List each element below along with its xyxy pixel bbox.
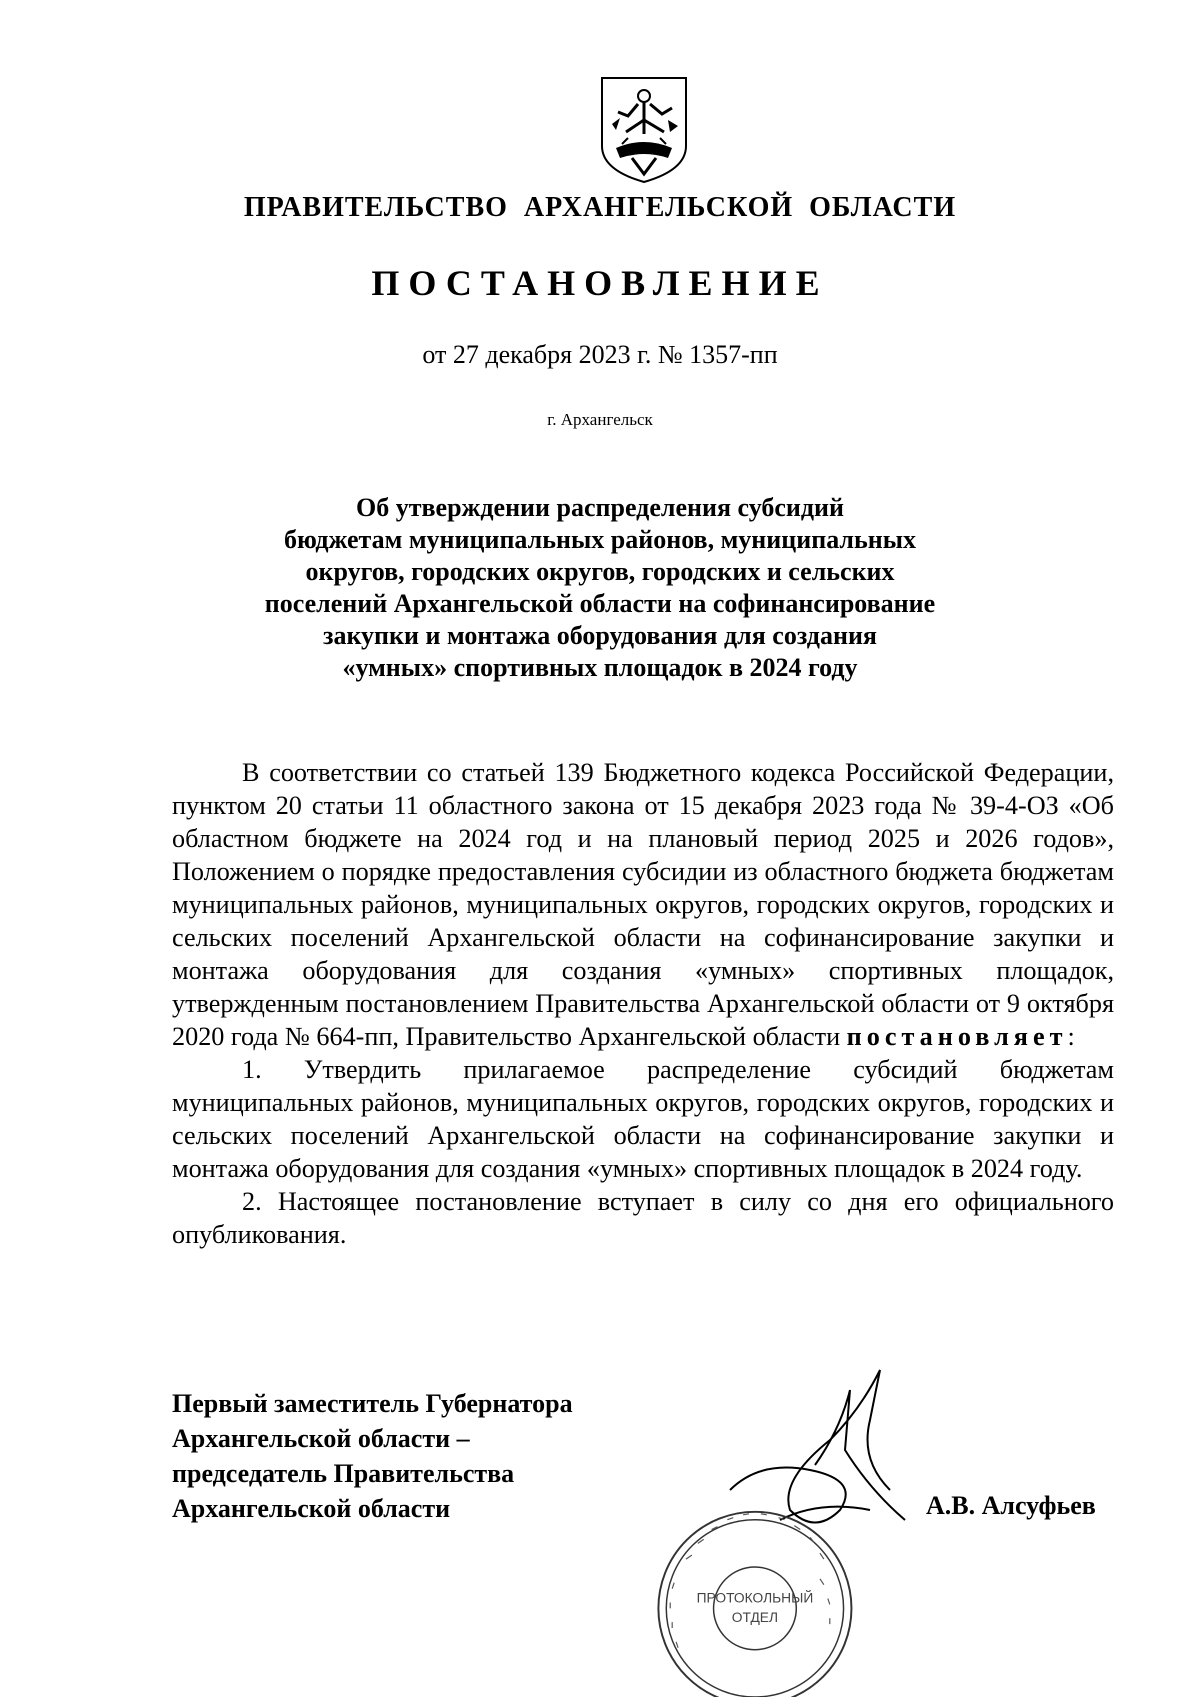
preamble-paragraph — [172, 756, 1114, 1053]
city: г. Архангельск — [547, 410, 653, 429]
item-1: 1. Утвердить прилагаемое распределение субсидий бюджетам муниципальных районов, муниципальных округов, городских округов, городских и сельских поселений Архангельской области на софинансирование закупки и монтажа оборудования для создания «умных» спортивных площадок в 2024 году. — [172, 1055, 1114, 1183]
svg-text:ПРОТОКОЛЬНЫЙ: ПРОТОКОЛЬНЫЙ — [696, 1590, 814, 1606]
title-line: Об утверждении распределения субсидий — [356, 493, 844, 522]
signer-position-line: Архангельской области – — [172, 1424, 470, 1453]
title-line: округов, городских округов, городских и сельских — [305, 557, 895, 586]
signer-position — [172, 1386, 573, 1526]
signer-name: А.В. Алсуфьев — [926, 1491, 1096, 1520]
preamble-text: В соответствии со статьей 139 Бюджетного кодекса Российской Федерации, пунктом 20 статьи 11 областного закона от 15 декабря 2023 года № 39-4-ОЗ «Об областном бюджете на 2024 год и на плановый период 2025 и 2026 годов», Положением о порядке предоставления субсидии из областного бюджета бюджетам муниципальных районов, муниципальных округов, городских округов, городских и сельских поселений Архангельской области на софинансирование закупки и монтажа оборудования для создания «умных» спортивных площадок, утвержденным постановлением Правительства Архангельской области от 9 октября 2020 года № 664-пп, Правительство Архангельской области — [172, 758, 1114, 1051]
signer-position-line: Архангельской области — [172, 1494, 451, 1523]
title-line: «умных» спортивных площадок в 2024 году — [342, 653, 858, 682]
item-2: 2. Настоящее постановление вступает в силу со дня его официального опубликования. — [172, 1187, 1114, 1249]
government-name: ПРАВИТЕЛЬСТВО АРХАНГЕЛЬСКОЙ ОБЛАСТИ — [243, 192, 957, 223]
coat-of-arms-icon — [598, 74, 690, 186]
decree-word: постановляет — [846, 1022, 1068, 1051]
document-body — [172, 756, 1114, 1251]
title-line: бюджетам муниципальных районов, муниципальных — [283, 525, 917, 554]
document-type: ПОСТАНОВЛЕНИЕ — [371, 263, 829, 303]
title-line: поселений Архангельской области на софинансирование — [264, 589, 936, 618]
round-stamp-icon — [645, 1500, 855, 1697]
decree-colon: : — [1067, 1022, 1075, 1051]
signer-position-line: Первый заместитель Губернатора — [172, 1389, 573, 1418]
date-and-number: от 27 декабря 2023 г. № 1357-пп — [422, 340, 778, 369]
signer-position-line: председатель Правительства — [172, 1459, 515, 1488]
title-line: закупки и монтажа оборудования для создания — [323, 621, 877, 650]
document-title — [200, 492, 1000, 684]
svg-text:ОТДЕЛ: ОТДЕЛ — [731, 1610, 779, 1626]
